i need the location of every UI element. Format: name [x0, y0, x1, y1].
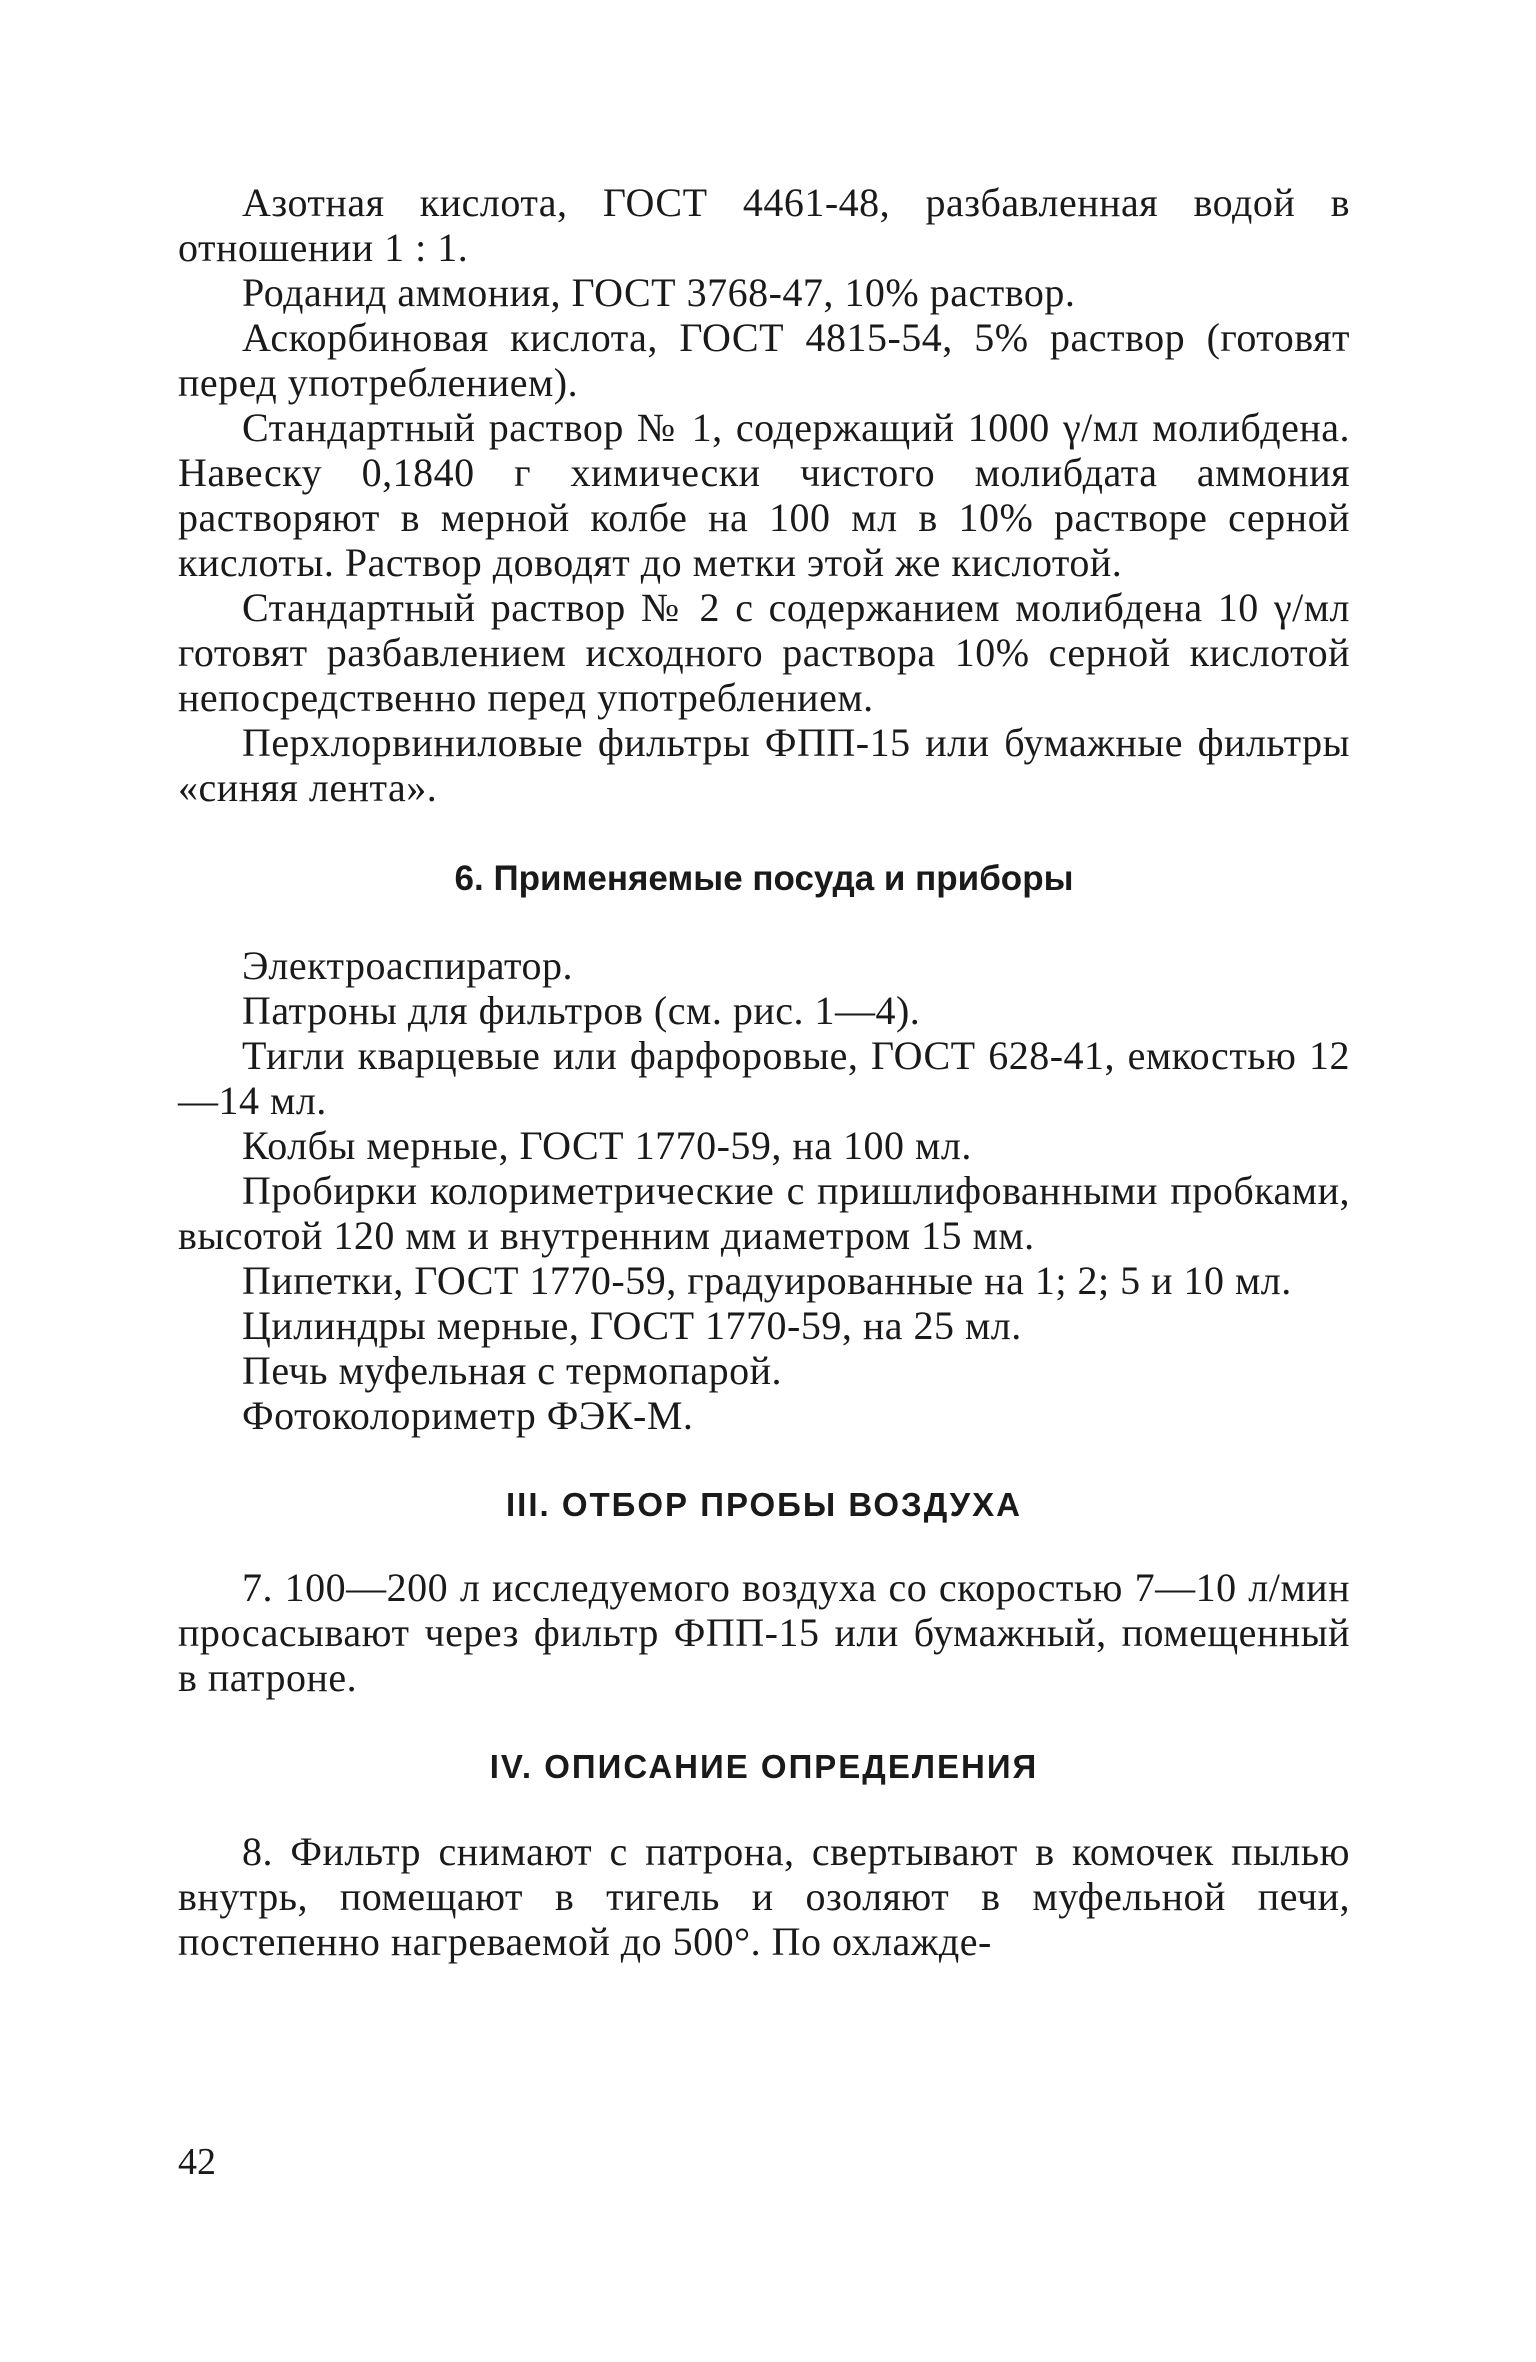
equipment-item: Патроны для фильтров (см. рис. 1—4). — [242, 988, 921, 1033]
equipment-item: Цилиндры мерные, ГОСТ 1770-59, на 25 мл. — [242, 1303, 1022, 1348]
reagent-nitric-acid: Азотная кислота, ГОСТ 4461-48, разбавленная водой в отношении 1 : 1. — [178, 180, 1350, 270]
reagent-standard-solution-1: Стандартный раствор № 1, содержащий 1000 γ/мл молибдена. Навеску 0,1840 г химически чистого молибдата аммония растворяют в мерной колбе на 100 мл в 10% растворе серной кислоты. Раствор доводят до метки этой же кислотой. — [178, 405, 1350, 585]
reagent-ascorbic-acid: Аскорбиновая кислота, ГОСТ 4815-54, 5% раствор (готовят перед употреблением). — [178, 315, 1350, 405]
equipment-item: Пипетки, ГОСТ 1770-59, градуированные на 1; 2; 5 и 10 мл. — [242, 1258, 1292, 1303]
reagent-ammonium-thiocyanate: Роданид аммония, ГОСТ 3768-47, 10% раствор. — [242, 270, 1076, 315]
procedure-paragraph: 8. Фильтр снимают с патрона, свертывают в комочек пылью внутрь, помещают в тигель и озоляют в муфельной печи, постепенно нагреваемой до 500°. По охлажде- — [178, 1829, 1350, 1964]
equipment-item: Фотоколориметр ФЭК-М. — [242, 1393, 694, 1438]
page-number: 42 — [178, 2141, 216, 2183]
equipment-item: Печь муфельная с термопарой. — [242, 1348, 783, 1393]
equipment-item: Тигли кварцевые или фарфоровые, ГОСТ 628-41, емкостью 12—14 мл. — [178, 1033, 1350, 1123]
section-iii-heading: III. ОТБОР ПРОБЫ ВОЗДУХА — [505, 1486, 1023, 1523]
page-body — [178, 180, 1350, 1964]
sampling-paragraph: 7. 100—200 л исследуемого воздуха со скоростью 7—10 л/мин просасывают через фильтр ФПП-15 или бумажный, помещенный в патроне. — [178, 1565, 1350, 1700]
section-6-heading: 6. Применяемые посуда и приборы — [454, 859, 1074, 898]
reagent-filters: Перхлорвиниловые фильтры ФПП-15 или бумажные фильтры «синяя лента». — [178, 720, 1350, 810]
equipment-item: Пробирки колориметрические с пришлифованными пробками, высотой 120 мм и внутренним диаметром 15 мм. — [178, 1168, 1350, 1258]
reagent-standard-solution-2: Стандартный раствор № 2 с содержанием молибдена 10 γ/мл готовят разбавлением исходного раствора 10% серной кислотой непосредственно перед употреблением. — [178, 585, 1350, 720]
equipment-item: Электроаспиратор. — [242, 943, 573, 988]
section-iv-heading: IV. ОПИСАНИЕ ОПРЕДЕЛЕНИЯ — [489, 1748, 1039, 1785]
equipment-item: Колбы мерные, ГОСТ 1770-59, на 100 мл. — [242, 1123, 972, 1168]
